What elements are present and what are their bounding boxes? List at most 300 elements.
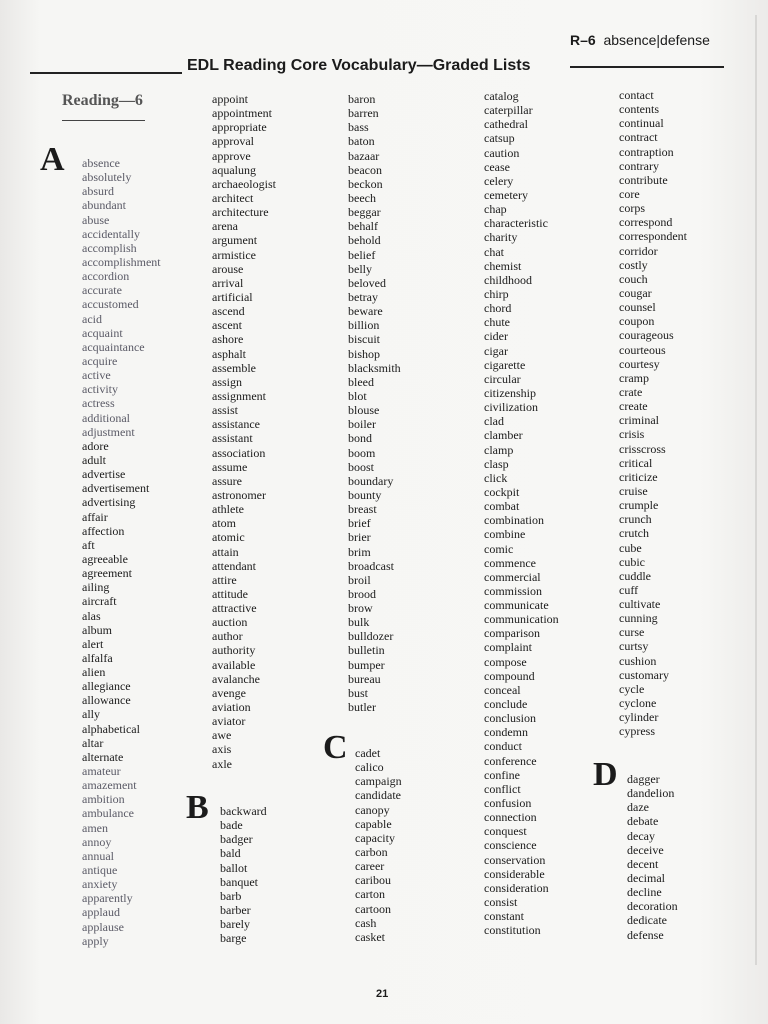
word-column-4 (484, 89, 559, 937)
word-entry: curse (619, 625, 645, 640)
word-entry: active (82, 368, 111, 383)
word-entry: chute (484, 315, 510, 330)
word-entry: conscience (484, 838, 537, 853)
word-entry: atomic (212, 530, 245, 545)
word-entry: broadcast (348, 558, 394, 573)
word-entry: accomplish (82, 240, 137, 255)
word-entry: contract (619, 130, 658, 145)
word-entry: attire (212, 572, 237, 587)
word-entry: deceive (627, 842, 664, 857)
word-entry: author (212, 629, 243, 644)
word-entry: canopy (355, 802, 390, 817)
word-entry: confusion (484, 796, 532, 811)
word-entry: auction (212, 615, 248, 630)
word-entry: considerable (484, 866, 545, 881)
word-entry: comparison (484, 626, 540, 641)
word-entry: boiler (348, 417, 376, 432)
word-entry: cyclone (619, 696, 657, 711)
word-entry: alien (82, 665, 106, 680)
word-entry: belly (348, 261, 372, 276)
word-entry: belief (348, 247, 376, 262)
word-entry: beacon (348, 162, 382, 177)
word-entry: brief (348, 516, 371, 531)
word-entry: abuse (82, 212, 110, 227)
word-entry: asphalt (212, 346, 246, 361)
word-entry: criticize (619, 469, 658, 484)
word-entry: bond (348, 431, 372, 446)
word-entry: counsel (619, 300, 656, 315)
word-entry: abundant (82, 198, 126, 213)
word-entry: casket (355, 929, 385, 944)
word-entry: beckon (348, 176, 383, 191)
word-entry: acid (82, 311, 102, 326)
word-entry: absurd (82, 184, 114, 199)
word-entry: civilization (484, 400, 538, 415)
word-entry: criminal (619, 413, 659, 428)
word-entry: broil (348, 572, 371, 587)
word-entry: curtsy (619, 639, 649, 654)
word-entry: ally (82, 707, 100, 722)
word-entry: crumple (619, 498, 659, 513)
word-entry: banquet (220, 874, 258, 889)
word-entry: backward (220, 804, 267, 818)
word-entry: constant (484, 909, 524, 924)
word-entry: bleed (348, 374, 374, 389)
word-entry: crisis (619, 427, 645, 442)
word-entry: charity (484, 230, 518, 245)
word-entry: additional (82, 410, 130, 425)
word-entry: beggar (348, 205, 381, 220)
word-entry: arena (212, 219, 238, 234)
word-entry: bounty (348, 487, 382, 502)
word-entry: alas (82, 608, 101, 623)
word-entry: cartoon (355, 901, 391, 916)
word-entry: cubic (619, 554, 645, 569)
letter-d: D (593, 756, 618, 793)
word-entry: authority (212, 643, 256, 658)
word-entry: correspondent (619, 229, 687, 244)
word-entry: appoint (212, 92, 248, 106)
word-entry: awe (212, 728, 232, 743)
title-rule-right (570, 66, 724, 68)
word-entry: billion (348, 318, 380, 333)
word-entry: coupon (619, 314, 655, 329)
word-entry: costly (619, 257, 648, 272)
word-column-3a (348, 92, 401, 714)
word-entry: approval (212, 134, 254, 149)
word-entry: advertising (82, 495, 136, 510)
word-entry: adore (82, 438, 109, 453)
word-entry: corps (619, 201, 645, 216)
word-entry: breast (348, 502, 377, 517)
word-entry: baron (348, 92, 376, 106)
word-entry: chemist (484, 258, 522, 273)
word-entry: bass (348, 120, 369, 135)
word-entry: defense (627, 927, 664, 942)
word-entry: attitude (212, 586, 248, 601)
word-entry: arouse (212, 261, 244, 276)
word-entry: cuddle (619, 568, 651, 583)
word-entry: corridor (619, 243, 658, 258)
word-entry: cemetery (484, 187, 528, 202)
word-entry: core (619, 186, 640, 201)
word-entry: aft (82, 537, 95, 552)
word-entry: ailing (82, 580, 110, 595)
word-entry: dedicate (627, 913, 667, 928)
word-entry: clad (484, 414, 504, 429)
word-entry: daze (627, 800, 649, 815)
word-entry: cease (484, 159, 510, 174)
word-entry: assume (212, 459, 248, 474)
page-title: EDL Reading Core Vocabulary—Graded Lists (187, 57, 531, 74)
word-entry: approve (212, 148, 251, 163)
word-entry: advertisement (82, 481, 150, 496)
word-entry: applause (82, 919, 124, 934)
header-code: R–6 (570, 32, 596, 48)
word-entry: cockpit (484, 484, 520, 499)
word-entry: apply (82, 933, 109, 948)
word-column-2b (220, 804, 267, 945)
word-entry: accurate (82, 283, 122, 298)
word-entry: biscuit (348, 332, 380, 347)
word-column-2a (212, 92, 276, 771)
word-entry: dagger (627, 772, 660, 786)
word-entry: aqualung (212, 162, 256, 177)
word-entry: chap (484, 202, 507, 217)
word-entry: bishop (348, 346, 381, 361)
word-entry: consist (484, 895, 518, 910)
word-entry: annual (82, 848, 114, 863)
word-entry: aviation (212, 700, 251, 715)
word-column-1 (82, 156, 161, 948)
letter-b: B (186, 789, 209, 826)
word-entry: alphabetical (82, 721, 140, 736)
word-entry: clasp (484, 456, 509, 471)
word-entry: constitution (484, 923, 541, 938)
word-entry: bureau (348, 671, 381, 686)
word-entry: cigar (484, 343, 508, 358)
word-entry: barb (220, 888, 242, 903)
title-rule-left (30, 72, 182, 74)
word-entry: acquaint (82, 325, 123, 340)
word-entry: arrival (212, 275, 244, 290)
word-entry: adjustment (82, 424, 135, 439)
word-entry: cathedral (484, 117, 528, 132)
word-entry: cruise (619, 483, 648, 498)
word-entry: ballot (220, 860, 248, 875)
word-entry: affair (82, 509, 108, 524)
word-entry: assign (212, 374, 242, 389)
word-entry: aircraft (82, 594, 117, 609)
word-entry: baton (348, 134, 375, 149)
word-entry: create (619, 399, 648, 414)
word-entry: caterpillar (484, 103, 533, 118)
word-entry: decent (627, 856, 659, 871)
word-entry: accordion (82, 269, 130, 284)
word-entry: atom (212, 516, 236, 531)
word-entry: decay (627, 828, 655, 843)
word-entry: couch (619, 271, 648, 286)
word-entry: available (212, 657, 256, 672)
word-entry: bulletin (348, 643, 385, 658)
word-entry: clamp (484, 442, 514, 457)
word-entry: beloved (348, 275, 386, 290)
word-entry: agreeable (82, 551, 128, 566)
word-entry: absolutely (82, 170, 132, 185)
word-entry: cuff (619, 582, 639, 597)
word-entry: advertise (82, 467, 126, 482)
word-entry: cunning (619, 611, 658, 626)
word-entry: artificial (212, 289, 253, 304)
word-entry: alert (82, 636, 104, 651)
word-entry: combination (484, 513, 544, 528)
word-entry: cultivate (619, 597, 661, 612)
word-entry: accidentally (82, 226, 140, 241)
word-entry: amen (82, 820, 108, 835)
word-entry: absence (82, 156, 120, 170)
word-entry: album (82, 622, 112, 637)
word-entry: amateur (82, 764, 121, 779)
word-entry: cycle (619, 681, 645, 696)
word-entry: contribute (619, 172, 668, 187)
word-entry: beware (348, 304, 383, 319)
header-range-text: absence|defense (603, 32, 710, 48)
word-entry: capable (355, 816, 392, 831)
word-entry: conclusion (484, 711, 536, 726)
word-entry: contrary (619, 158, 659, 173)
word-entry: correspond (619, 215, 673, 230)
word-column-5a (619, 88, 687, 738)
word-entry: blouse (348, 403, 380, 418)
word-entry: cramp (619, 370, 649, 385)
word-entry: campaign (355, 774, 402, 789)
word-entry: association (212, 445, 266, 460)
word-entry: decline (627, 885, 662, 900)
word-entry: barge (220, 931, 247, 946)
word-entry: courageous (619, 328, 674, 343)
word-entry: carbon (355, 844, 388, 859)
word-entry: argument (212, 233, 258, 248)
word-entry: communicate (484, 598, 549, 613)
word-entry: alternate (82, 749, 124, 764)
word-entry: allowance (82, 693, 131, 708)
word-entry: cougar (619, 285, 652, 300)
word-entry: bulk (348, 615, 370, 630)
word-entry: avenge (212, 685, 246, 700)
word-entry: attendant (212, 558, 256, 573)
word-entry: combat (484, 499, 520, 514)
word-entry: allegiance (82, 679, 131, 694)
word-entry: brier (348, 530, 371, 545)
word-entry: apparently (82, 891, 133, 906)
word-entry: assistant (212, 431, 253, 446)
word-entry: complaint (484, 640, 532, 655)
word-entry: capacity (355, 830, 395, 845)
word-entry: brood (348, 586, 376, 601)
word-entry: agreement (82, 566, 132, 581)
word-entry: compound (484, 668, 535, 683)
word-entry: customary (619, 667, 669, 682)
word-entry: compose (484, 654, 527, 669)
word-entry: acquaintance (82, 339, 145, 354)
word-entry: courtesy (619, 356, 660, 371)
word-entry: crate (619, 384, 643, 399)
word-entry: communication (484, 612, 559, 627)
word-entry: conduct (484, 739, 522, 754)
word-entry: condemn (484, 725, 528, 740)
word-entry: actress (82, 396, 115, 411)
word-entry: assemble (212, 360, 256, 375)
word-entry: crisscross (619, 441, 666, 456)
word-entry: badger (220, 832, 253, 847)
word-entry: connection (484, 810, 537, 825)
word-entry: alfalfa (82, 650, 113, 665)
word-entry: critical (619, 455, 653, 470)
word-entry: acquire (82, 353, 118, 368)
word-entry: click (484, 470, 508, 485)
word-entry: caribou (355, 873, 391, 888)
word-entry: celery (484, 173, 514, 188)
word-entry: cigarette (484, 357, 526, 372)
word-entry: calico (355, 760, 384, 775)
word-entry: appointment (212, 106, 272, 121)
word-entry: accomplishment (82, 254, 161, 269)
word-entry: catsup (484, 131, 515, 146)
word-entry: ascend (212, 304, 245, 319)
word-column-5b (627, 772, 678, 942)
word-entry: attractive (212, 601, 257, 616)
word-entry: axle (212, 756, 232, 771)
word-entry: amazement (82, 778, 137, 793)
word-entry: circular (484, 371, 521, 386)
word-entry: conference (484, 753, 537, 768)
section-rule (62, 120, 145, 121)
word-entry: cylinder (619, 710, 659, 725)
word-entry: career (355, 859, 385, 874)
word-entry: chirp (484, 286, 509, 301)
word-entry: dandelion (627, 786, 675, 801)
word-entry: betray (348, 289, 378, 304)
word-entry: assist (212, 403, 239, 418)
word-entry: anxiety (82, 877, 118, 892)
word-entry: astronomer (212, 487, 266, 502)
word-entry: cider (484, 329, 508, 344)
word-entry: contact (619, 88, 654, 102)
word-entry: barely (220, 917, 250, 932)
word-entry: cypress (619, 724, 655, 739)
header-range (570, 32, 710, 48)
word-entry: characteristic (484, 216, 548, 231)
word-entry: bazaar (348, 148, 380, 163)
word-entry: bald (220, 846, 241, 861)
word-entry: catalog (484, 89, 519, 103)
word-entry: bust (348, 685, 369, 700)
word-entry: bumper (348, 657, 385, 672)
word-entry: archaeologist (212, 176, 276, 191)
word-entry: confine (484, 767, 520, 782)
word-entry: debate (627, 814, 659, 829)
letter-a: A (40, 141, 65, 178)
word-entry: carton (355, 887, 385, 902)
word-entry: altar (82, 735, 104, 750)
word-entry: commercial (484, 569, 541, 584)
word-entry: conceal (484, 682, 521, 697)
word-entry: childhood (484, 272, 532, 287)
word-entry: crunch (619, 512, 652, 527)
word-entry: conflict (484, 781, 521, 796)
word-entry: candidate (355, 788, 401, 803)
word-entry: behalf (348, 219, 378, 234)
letter-c: C (323, 729, 348, 766)
word-entry: ashore (212, 332, 244, 347)
word-entry: bulldozer (348, 629, 394, 644)
word-entry: appropriate (212, 120, 267, 135)
word-entry: applaud (82, 905, 120, 920)
page-number: 21 (376, 988, 389, 1000)
word-entry: attain (212, 544, 239, 559)
word-entry: decimal (627, 870, 665, 885)
section-heading: Reading—6 (62, 92, 143, 109)
word-entry: cushion (619, 653, 657, 668)
word-entry: activity (82, 382, 118, 397)
word-entry: barber (220, 902, 251, 917)
word-entry: assistance (212, 417, 260, 432)
word-column-3b (355, 746, 402, 944)
word-entry: commence (484, 555, 536, 570)
word-entry: boom (348, 445, 376, 460)
word-entry: affection (82, 523, 125, 538)
word-entry: cash (355, 915, 377, 930)
word-entry: boundary (348, 473, 394, 488)
word-entry: chord (484, 301, 512, 316)
word-entry: assure (212, 473, 242, 488)
word-entry: boost (348, 459, 375, 474)
word-entry: conservation (484, 852, 546, 867)
word-entry: conquest (484, 824, 527, 839)
word-entry: chat (484, 244, 504, 259)
word-entry: cadet (355, 746, 381, 760)
word-entry: clamber (484, 428, 523, 443)
word-entry: continual (619, 116, 664, 131)
word-entry: brow (348, 601, 373, 616)
word-entry: antique (82, 863, 118, 878)
word-entry: bade (220, 818, 243, 833)
word-entry: decoration (627, 899, 678, 914)
word-entry: combine (484, 527, 526, 542)
word-entry: architect (212, 190, 254, 205)
word-entry: axis (212, 742, 232, 757)
word-entry: athlete (212, 502, 244, 517)
word-entry: contents (619, 102, 659, 117)
word-entry: accustomed (82, 297, 139, 312)
word-entry: ambulance (82, 806, 134, 821)
word-entry: brim (348, 544, 371, 559)
word-entry: crutch (619, 526, 649, 541)
word-entry: blacksmith (348, 360, 401, 375)
word-entry: behold (348, 233, 381, 248)
word-entry: beech (348, 190, 376, 205)
word-entry: cube (619, 540, 642, 555)
word-entry: assignment (212, 388, 266, 403)
word-entry: consideration (484, 880, 549, 895)
word-entry: courteous (619, 342, 666, 357)
page-edge-shadow (755, 15, 757, 965)
word-entry: conclude (484, 697, 528, 712)
word-entry: butler (348, 700, 376, 715)
word-entry: annoy (82, 834, 112, 849)
word-entry: citizenship (484, 385, 536, 400)
word-entry: contraption (619, 144, 674, 159)
